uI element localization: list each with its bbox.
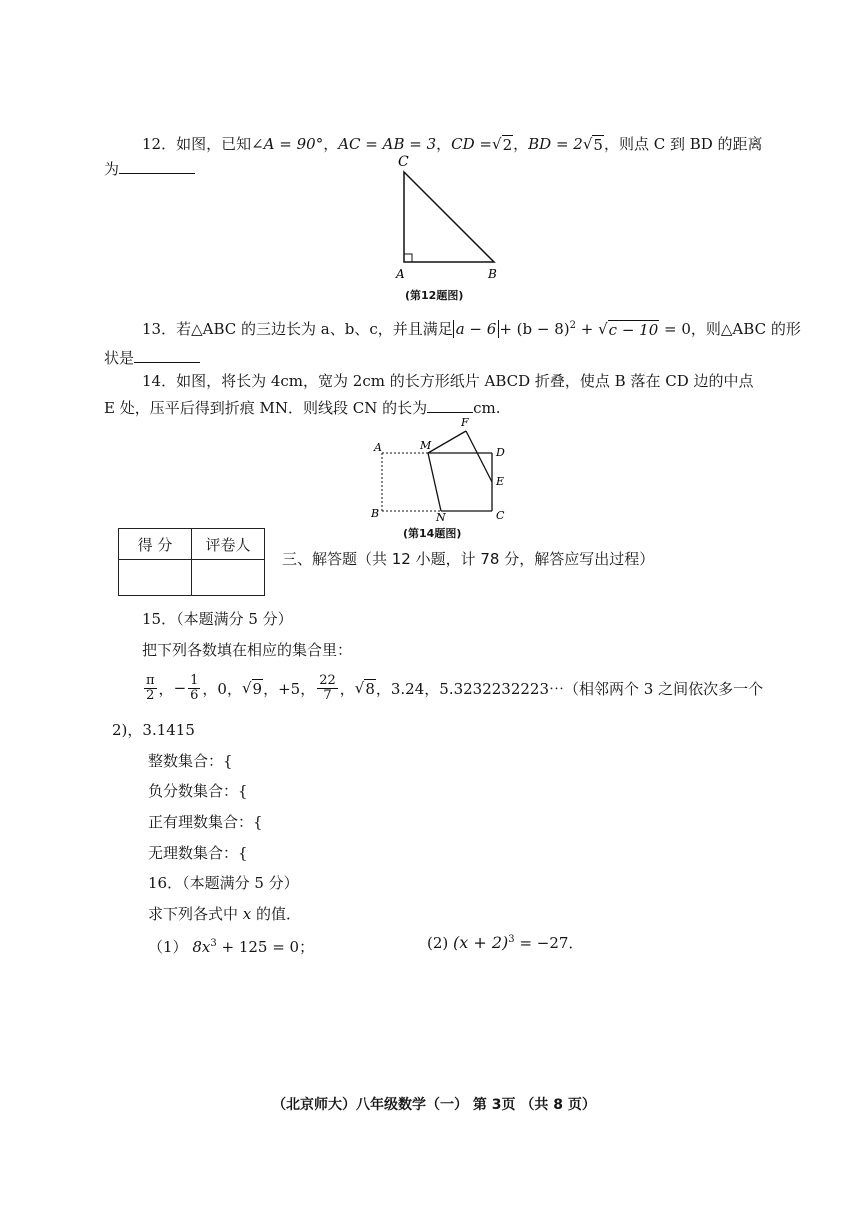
comma: ， [339,679,355,698]
section-3-title: 三、解答题（共 12 小题，计 78 分，解答应写出过程） [282,550,655,568]
answer-blank[interactable] [427,412,473,413]
abs-value [453,320,500,338]
point-label-m: M [420,439,432,452]
number-text: ，3.24，5.3232232223⋯（相邻两个 3 之间依次多一个 [375,679,764,698]
radicand: 5 [593,136,603,154]
q12-figure [390,150,510,305]
point-label-b: B [371,507,380,520]
q15-header: 15．（本题满分 5 分） [142,610,293,628]
q16-text: 求下列各式中 [148,905,243,923]
numerator: π [146,672,155,688]
q12-sep: ， [513,135,529,153]
set-irrationals: 无理数集合：{ [148,844,248,862]
q16-header: 16．（本题满分 5 分） [148,874,299,892]
q12-line2 [104,158,195,179]
numerator: 22 [319,672,336,688]
answer-blank[interactable] [119,173,195,174]
number-text: ，0， [202,679,242,698]
exponent: 3 [210,938,217,949]
plus: + [575,320,599,338]
sqrt-expression: √ 5 [582,135,603,154]
numerator: 1 [190,672,199,688]
q12-bd-label: BD = 2 [528,135,583,153]
expression-rest: + 125 = 0； [216,938,315,956]
q12-sep: ， [436,135,452,153]
square-term: + (b − 8) [499,320,570,338]
q12-line2-text: 为 [104,160,120,178]
q15-line2: 2)，3.1415 [112,721,195,739]
q12-text-b: ，则点 C 到 BD 的距离 [603,135,763,153]
q14-figure [368,415,518,525]
point-label-d: D [496,446,505,459]
radicand: c − 10 [608,321,659,339]
q16-text: 的值． [251,905,302,923]
q14-unit: cm. [473,399,501,417]
q14-text: E 处，压平后得到折痕 MN．则线段 CN 的长为 [104,399,428,417]
sqrt-expression: √ c − 10 [598,320,659,339]
denominator: 6 [190,687,199,703]
point-label-a: A [396,267,405,281]
score-header: 得 分 [119,529,192,560]
q16-instruction [148,903,301,924]
radicand: 2 [502,136,513,154]
page-footer: （北京师大）八年级数学（一） 第 3页 （共 8 页） [272,1097,596,1113]
denominator: 2 [146,687,155,703]
q13-line2 [104,347,200,368]
variable-x: x [242,905,252,923]
exponent: 3 [508,934,515,945]
q13-eq: = 0，则△ABC 的形 [659,320,801,338]
part-label: （1） [148,938,188,956]
sqrt-expression: √ 9 [241,678,263,698]
point-label-b: B [488,267,497,281]
expression: 8x [192,938,211,956]
set-integers: 整数集合：{ [148,752,233,770]
q15-instruction: 把下列各数填在相应的集合里： [142,641,353,659]
denominator: 7 [323,687,332,703]
grader-header: 评卷人 [192,529,265,560]
q16-part1 [148,936,314,957]
q16-part2 [427,932,583,953]
q12-sep: ， [323,135,339,153]
sqrt-expression: √ 2 [492,135,513,154]
exponent: 2 [569,320,576,331]
q12-number: 12． [142,135,177,153]
q12-cd-label: CD = [451,135,492,153]
q12-ac-ab: AC = AB = 3 [338,135,437,153]
score-cell[interactable] [119,560,192,596]
grader-cell[interactable] [192,560,265,596]
q14-figure-caption: (第14题图) [403,527,462,540]
answer-blank[interactable] [134,362,200,363]
point-label-a: A [374,441,382,454]
q14-line1: 14．如图，将长为 4cm，宽为 2cm 的长方形纸片 ABCD 折叠，使点 B 落在 CD 边的中点 [142,372,754,390]
point-label-e: E [496,475,505,488]
q12-angle: ∠A = 90° [251,135,324,153]
abs-expr: a − 6 [455,320,497,338]
fraction [317,674,338,703]
set-negative-fractions: 负分数集合：{ [148,782,248,800]
expression: (x + 2) [453,933,509,952]
number-text: ，+5， [263,679,316,698]
q12-text-a: 如图，已知 [176,135,252,153]
fraction [144,674,157,703]
q13-line1 [142,318,801,339]
sqrt-expression: √ 8 [354,678,375,698]
part-label: (2) [427,934,449,952]
set-positive-rationals: 正有理数集合：{ [148,813,263,831]
score-table [118,528,265,596]
point-label-c: C [496,509,505,522]
q15-numbers [142,668,763,708]
point-label-c: C [398,154,409,170]
fraction [188,674,200,703]
radicand: 9 [252,679,263,698]
minus: − [173,679,187,697]
radicand: 8 [365,679,375,698]
q12-figure-caption: (第12题图) [405,289,464,302]
point-label-n: N [436,511,446,524]
point-label-f: F [461,416,469,429]
q13-text: 13．若△ABC 的三边长为 a、b、c，并且满足 [142,320,453,338]
q13-line2-text: 状是 [104,349,135,367]
expression-rest: = −27． [514,934,584,952]
comma: ， [158,679,174,698]
